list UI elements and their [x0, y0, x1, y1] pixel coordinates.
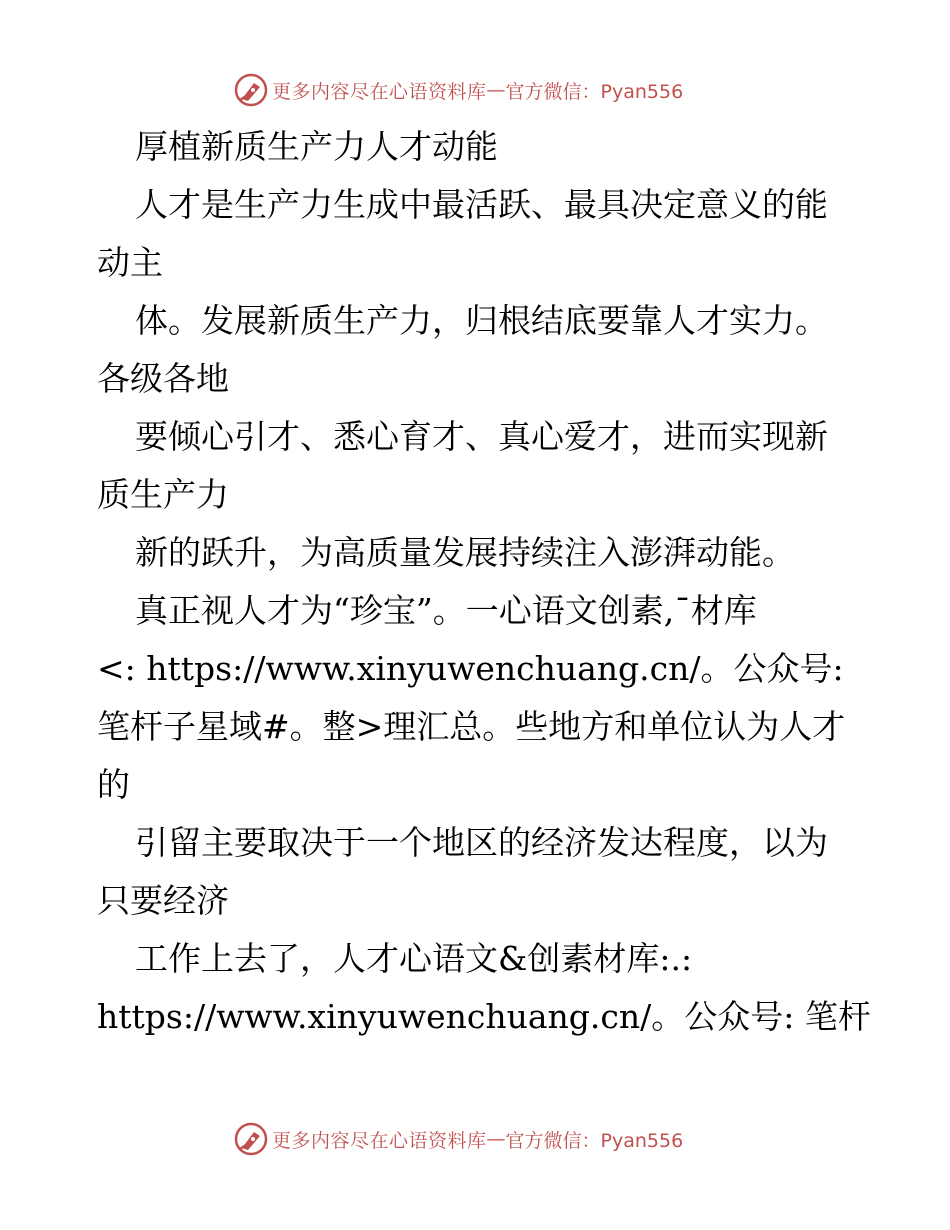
text-line: 新的跃升，为高质量发展持续注入澎湃动能。 — [135, 533, 795, 572]
text-line: 引留主要取决于一个地区的经济发达程度，以为 — [135, 823, 828, 862]
text-line: 质生产力 — [97, 475, 229, 514]
header-banner — [234, 73, 683, 107]
banner-title: 更多内容尽在心语资料库 — [272, 80, 487, 103]
text-line: 真正视人才为“珍宝”。一心语文创素,¯材库 — [135, 591, 757, 630]
text-line: 体。发展新质生产力，归根结底要靠人才实力。 — [135, 301, 828, 340]
banner-wechat: 官方微信：Pyan556 — [505, 1129, 684, 1152]
banner-title: 更多内容尽在心语资料库 — [272, 1129, 487, 1152]
text-line: <: https://www.xinyuwenchuang.cn/。公众号: — [97, 649, 844, 688]
text-line: 的 — [97, 765, 130, 804]
text-line: https://www.xinyuwenchuang.cn/。公众号: 笔杆 — [97, 997, 871, 1036]
text-line: 只要经济 — [97, 881, 229, 920]
banner-separator: — — [486, 1128, 506, 1150]
body-text — [97, 118, 871, 1046]
text-line: 各级各地 — [97, 359, 229, 398]
text-line: 要倾心引才、悉心育才、真心爱才，进而实现新 — [135, 417, 828, 456]
text-line: 厚植新质生产力人才动能 — [135, 127, 498, 166]
text-line: 工作上去了，人才心语文&创素材库:.: — [135, 939, 693, 978]
banner-wechat: 官方微信：Pyan556 — [505, 80, 684, 103]
banner-separator: — — [486, 79, 506, 101]
text-line: 动主 — [97, 243, 163, 282]
footer-banner — [234, 1122, 683, 1156]
text-line: 笔杆子星域#。整>理汇总。些地方和单位认为人才 — [97, 707, 846, 746]
pen-nib-icon — [234, 73, 268, 107]
text-line: 人才是生产力生成中最活跃、最具决定意义的能 — [135, 185, 828, 224]
pen-nib-icon — [234, 1122, 268, 1156]
